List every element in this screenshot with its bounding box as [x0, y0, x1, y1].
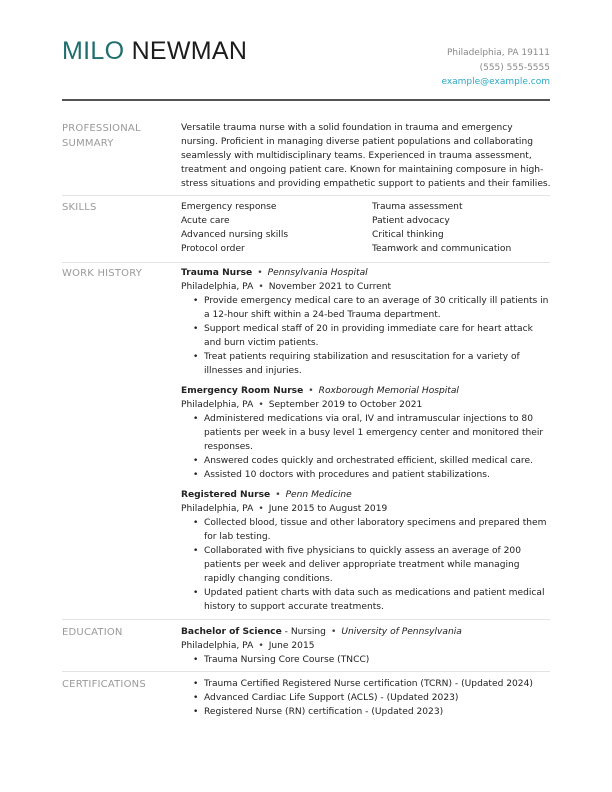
job-bullets	[181, 294, 551, 378]
skill-item: Protocol order	[181, 244, 245, 254]
education-location: Philadelphia, PA	[181, 641, 254, 651]
job-location: Philadelphia, PA	[181, 504, 254, 514]
section-title: EDUCATION	[62, 627, 123, 638]
certifications-list	[181, 677, 551, 719]
job-meta: Philadelphia, PA • September 2019 to October 2021	[181, 400, 423, 410]
skills-section	[62, 200, 550, 260]
section-divider	[62, 671, 550, 672]
summary-section	[62, 121, 550, 191]
last-name: NEWMAN	[131, 37, 248, 65]
skill-item: Patient advocacy	[372, 216, 450, 226]
skill-item: Acute care	[181, 216, 230, 226]
section-divider	[62, 619, 550, 620]
certification-item: • Advanced Cardiac Life Support (ACLS) - (Updated 2023)	[193, 691, 551, 705]
certification-item: • Registered Nurse (RN) certification - (Updated 2023)	[193, 705, 551, 719]
job-meta: Philadelphia, PA • November 2021 to Current	[181, 282, 392, 292]
job-title: Trauma Nurse	[181, 268, 253, 278]
job-bullets	[181, 516, 551, 614]
job-meta: Philadelphia, PA • June 2015 to August 2019	[181, 504, 388, 514]
certifications-section	[62, 677, 550, 722]
employer: Penn Medicine	[285, 490, 352, 500]
section-title: CERTIFICATIONS	[62, 679, 146, 690]
education-date: June 2015	[268, 641, 315, 651]
skill-item: Teamwork and communication	[372, 244, 512, 254]
employer: Pennsylvania Hospital	[267, 268, 368, 278]
certification-item: • Trauma Certified Registered Nurse certification (TCRN) - (Updated 2024)	[193, 677, 551, 691]
contact-info	[441, 46, 550, 90]
section-title: WORK HISTORY	[62, 268, 143, 279]
education-section	[62, 625, 550, 670]
bullet-item: • Collaborated with five physicians to quickly assess an average of 200 patients per week and deliver appropriate treatment while managing rapidly changing conditions.	[193, 544, 551, 586]
employer: Roxborough Memorial Hospital	[318, 386, 459, 396]
resume-header	[0, 0, 612, 100]
job-heading: Emergency Room Nurse • Roxborough Memorial Hospital	[181, 386, 459, 396]
section-divider	[62, 262, 550, 263]
skill-item: Emergency response	[181, 202, 277, 212]
degree: Bachelor of Science	[181, 627, 282, 637]
job-location: Philadelphia, PA	[181, 400, 254, 410]
job-dates: June 2015 to August 2019	[268, 504, 388, 514]
bullet-item: • Trauma Nursing Core Course (TNCC)	[193, 653, 551, 667]
education-meta: Philadelphia, PA • June 2015	[181, 641, 315, 651]
bullet-item: • Treat patients requiring stabilization and resuscitation for a variety of illnesses and injuries.	[193, 350, 551, 378]
section-title: PROFESSIONAL SUMMARY	[62, 123, 141, 149]
certification-bullets	[181, 677, 551, 719]
skills-list	[181, 200, 551, 256]
job-bullets	[181, 412, 551, 482]
skill-item: Advanced nursing skills	[181, 230, 289, 240]
phone: (555) 555-5555	[479, 62, 550, 73]
bullet-item: • Updated patient charts with data such as medications and patient medical history to support accurate treatments.	[193, 586, 551, 614]
job-title: Emergency Room Nurse	[181, 386, 304, 396]
skill-item: Critical thinking	[372, 230, 444, 240]
bullet-item: • Answered codes quickly and orchestrated efficient, skilled medical care.	[193, 454, 551, 468]
education-bullets	[181, 653, 551, 667]
header-divider	[62, 99, 550, 101]
section-divider	[62, 195, 550, 196]
job-entry	[181, 266, 551, 378]
email-link[interactable]: example@example.com	[441, 77, 550, 87]
bullet-item: • Provide emergency medical care to an average of 30 critically ill patients in a 12-hour shift within a 24-bed Trauma department.	[193, 294, 551, 322]
section-title: SKILLS	[62, 202, 97, 213]
bullet-item: • Assisted 10 doctors with procedures and patient stabilizations.	[193, 468, 551, 482]
job-location: Philadelphia, PA	[181, 282, 254, 292]
job-heading: Trauma Nurse • Pennsylvania Hospital	[181, 268, 368, 278]
education-entry	[181, 625, 551, 667]
job-entry	[181, 488, 551, 614]
work-history-section	[62, 266, 550, 616]
field-of-study: Nursing	[290, 627, 326, 637]
bullet-item: • Administered medications via oral, IV and intramuscular injections to 80 patients per week in a busy level 1 emergency center and monitored their responses.	[193, 412, 551, 454]
job-dates: November 2021 to Current	[268, 282, 392, 292]
job-dates: September 2019 to October 2021	[268, 400, 423, 410]
skill-item: Trauma assessment	[372, 202, 463, 212]
school: University of Pennsylvania	[341, 627, 462, 637]
job-heading: Registered Nurse • Penn Medicine	[181, 490, 352, 500]
education-heading: Bachelor of Science - Nursing • University of Pennsylvania	[181, 627, 462, 637]
candidate-name	[62, 36, 247, 66]
bullet-item: • Support medical staff of 20 in providing immediate care for heart attack and burn victim patients.	[193, 322, 551, 350]
work-history-list	[181, 266, 551, 620]
summary-text: Versatile trauma nurse with a solid foundation in trauma and emergency nursing. Proficient in managing diverse patient populations and collaborating seamlessly with multidisciplinary teams. Experienced in trauma assessment, treatment and ongoing patient care. Known for maintaining composure in high-stress situations and providing empathetic support to patients and their families.	[181, 123, 551, 189]
location: Philadelphia, PA 19111	[446, 48, 550, 58]
job-title: Registered Nurse	[181, 490, 271, 500]
first-name: MILO	[62, 37, 125, 65]
job-entry	[181, 384, 551, 482]
bullet-item: • Collected blood, tissue and other laboratory specimens and prepared them for lab testing.	[193, 516, 551, 544]
